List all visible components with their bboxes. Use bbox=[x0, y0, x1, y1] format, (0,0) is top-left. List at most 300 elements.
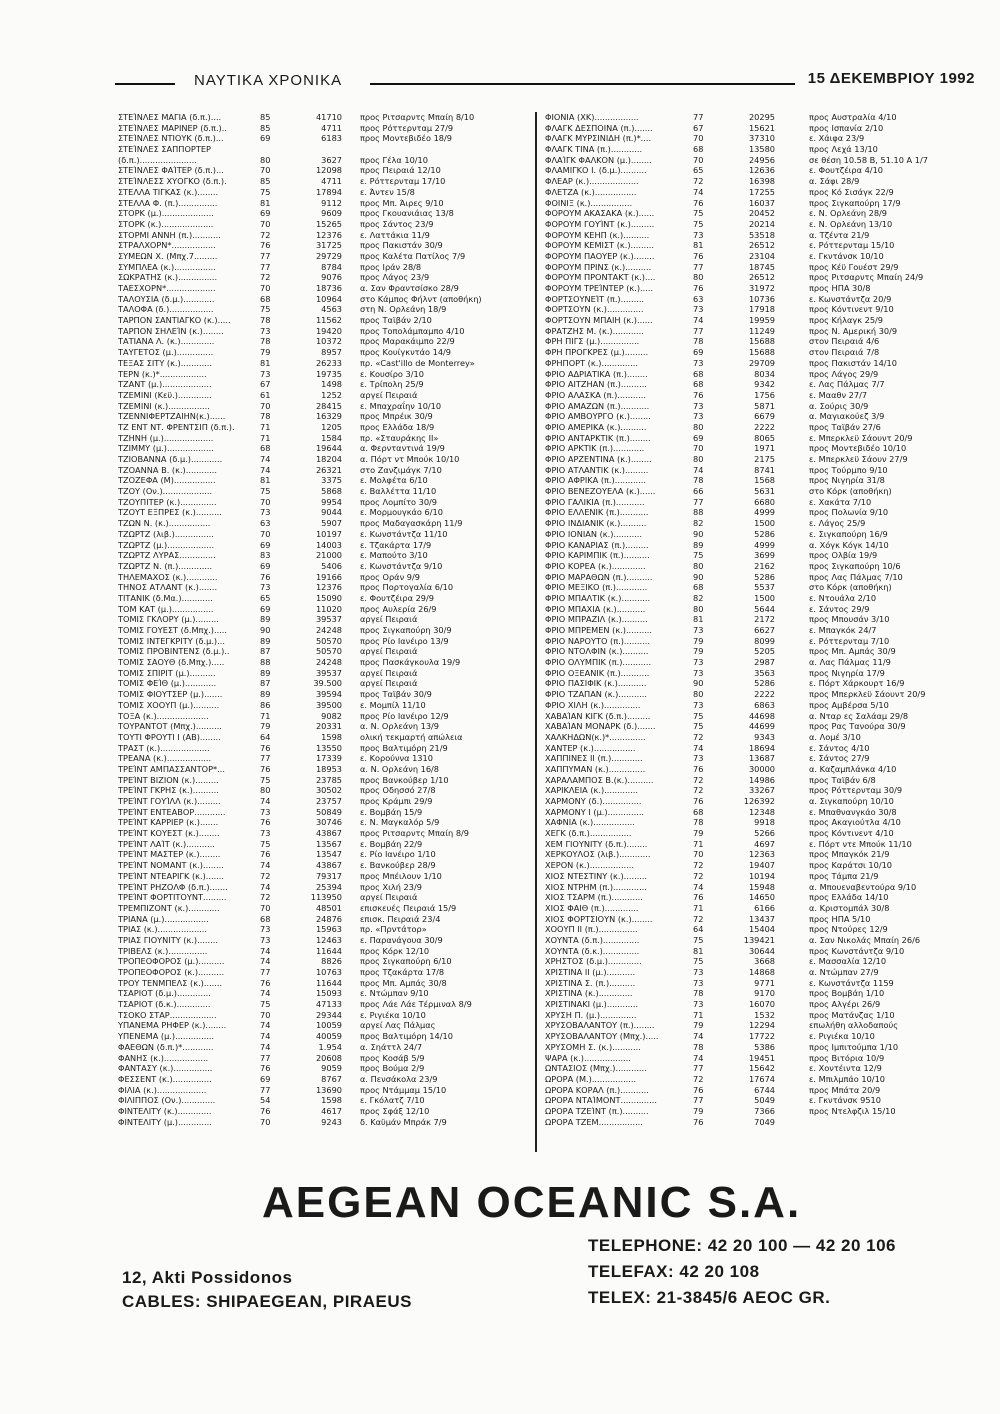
vessel-status: α. Ντώμπαν 27/9 bbox=[809, 967, 879, 977]
vessel-row bbox=[545, 817, 985, 828]
vessel-row bbox=[545, 1063, 985, 1074]
vessel-row bbox=[118, 604, 518, 615]
vessel-name: ΩΡΟΡΑ ΚΟΡΑΛ (π.)........... bbox=[545, 1084, 649, 1095]
tonnage: 9954 bbox=[321, 496, 342, 507]
build-year: 68 bbox=[693, 582, 704, 593]
build-year: 75 bbox=[693, 721, 704, 732]
build-year: 76 bbox=[693, 197, 704, 208]
tonnage: 8065 bbox=[754, 432, 775, 443]
vessel-name: ΤΕΞΑΣ ΣΙΤΥ (κ.)............ bbox=[118, 357, 212, 368]
tonnage: 24956 bbox=[748, 154, 775, 165]
vessel-name: ΤΟΥΤΙ ΦΡΟΥΤΙ Ι (ΑΒ)........ bbox=[118, 731, 221, 742]
build-year: 77 bbox=[260, 261, 271, 272]
vessel-status: ε. Πόρτ Χάρκουρτ 16/9 bbox=[809, 678, 905, 689]
tonnage: 13437 bbox=[748, 913, 775, 924]
build-year: 88 bbox=[693, 507, 704, 518]
tonnage: 11562 bbox=[315, 315, 342, 326]
tonnage: 1598 bbox=[321, 1095, 342, 1106]
vessel-name: ΤΖΟΖΕΦΑ (Μ)................ bbox=[118, 475, 216, 486]
vessel-name: ΤΖΟΥ (Ον.)................... bbox=[118, 486, 213, 497]
vessel-status: ε. Ριγιέκα 10/10 bbox=[809, 1031, 875, 1042]
build-year: 71 bbox=[260, 421, 271, 432]
tonnage: 9076 bbox=[321, 272, 342, 283]
tonnage: 26321 bbox=[315, 464, 342, 475]
vessel-name: ΤΟΜΙΣ ΙΝΤΕΓΚΡΙΤΥ (δ.μ.)... bbox=[118, 635, 225, 646]
vessel-status: προς Ρίο Ιανέιρο 12/9 bbox=[360, 710, 449, 721]
vessel-status: ε. Ν. Μαγκαλόρ 5/9 bbox=[360, 817, 440, 828]
vessel-status: ε. Μαπούτο 3/10 bbox=[360, 550, 428, 561]
vessel-status: α. Ν. Ορλεάνη 13/9 bbox=[360, 721, 439, 732]
build-year: 90 bbox=[693, 678, 704, 689]
vessel-name: ΤΑΛΟΦΑ (δ.)................. bbox=[118, 304, 214, 315]
vessel-status: προς Μοντεβιδέο 10/10 bbox=[809, 443, 907, 454]
vessel-status: προς Κό Σισάγκ 22/9 bbox=[809, 186, 894, 197]
vessel-row bbox=[118, 753, 518, 764]
vessel-row bbox=[545, 946, 985, 957]
tonnage: 6183 bbox=[321, 133, 342, 144]
vessel-row bbox=[118, 988, 518, 999]
tonnage: 5286 bbox=[754, 528, 775, 539]
build-year: 74 bbox=[260, 881, 271, 892]
vessel-row bbox=[545, 1095, 985, 1106]
tonnage: 9342 bbox=[754, 379, 775, 390]
vessel-name: ΧΙΟΣ ΝΤΕΣΤΙΝΥ (κ.)......... bbox=[545, 870, 648, 881]
vessel-row bbox=[118, 411, 518, 422]
vessel-name: ΤΑΛΟΥΣΙΑ (δ.μ.)............ bbox=[118, 293, 215, 304]
telex: TELEX: 21-3845/6 AEOC GR. bbox=[588, 1288, 831, 1307]
tonnage: 19644 bbox=[315, 443, 342, 454]
build-year: 72 bbox=[260, 229, 271, 240]
vessel-name: ΤΖΟΥΤ ΕΞΠΡΕΣ (κ.).......... bbox=[118, 507, 222, 518]
build-year: 88 bbox=[260, 657, 271, 668]
publication-title: ΝΑΥΤΙΚΑ ΧΡΟΝΙΚΑ bbox=[190, 72, 346, 89]
tonnage: 15688 bbox=[748, 336, 775, 347]
build-year: 73 bbox=[260, 934, 271, 945]
tonnage: 9609 bbox=[321, 208, 342, 219]
tonnage: 31725 bbox=[315, 240, 342, 251]
tonnage: 8784 bbox=[321, 261, 342, 272]
build-year: 76 bbox=[260, 817, 271, 828]
build-year: 75 bbox=[693, 934, 704, 945]
vessel-name: ΦΡΑΤΖΗΣ Μ. (κ.)............ bbox=[545, 325, 644, 336]
vessel-status: ε. Γκντάνσκ 9510 bbox=[809, 1095, 881, 1106]
build-year: 68 bbox=[693, 144, 704, 155]
tonnage: 16037 bbox=[748, 197, 775, 208]
tonnage: 17255 bbox=[748, 186, 775, 197]
tonnage: 19735 bbox=[315, 368, 342, 379]
vessel-name: ΤΖΕΝΝΙΦΕΡΤΖΑΙΗΝ(κ.)...... bbox=[118, 411, 226, 422]
vessel-row bbox=[545, 743, 985, 754]
tonnage: 3627 bbox=[321, 154, 342, 165]
vessel-name: ΣΥΜΕΩΝ Χ. (Μπχ.7......... bbox=[118, 250, 218, 261]
build-year: 64 bbox=[693, 924, 704, 935]
vessel-status: ε. Μασσαλία 12/10 bbox=[809, 956, 887, 967]
vessel-status: προς Ριτσαρντς Μπαίη 24/9 bbox=[809, 272, 924, 283]
build-year: 75 bbox=[693, 710, 704, 721]
build-year: 90 bbox=[693, 571, 704, 582]
vessel-name: ΧΑΠΠΙΝΕΣ ΙΙ (π.)............ bbox=[545, 753, 643, 764]
vessel-status: α. Ν. Ορλεάνη 16/8 bbox=[360, 763, 439, 774]
vessel-name: ΥΠΕΝΕΜΑ (μ.)............... bbox=[118, 1031, 215, 1042]
vessel-row bbox=[118, 443, 518, 454]
build-year: 89 bbox=[260, 614, 271, 625]
build-year: 77 bbox=[693, 1095, 704, 1106]
vessel-name: ΤΡΕΊΝΤ ΚΟΥΕΣΤ (κ.)........ bbox=[118, 828, 220, 839]
vessel-status: προς Ριτσαρντς Μπαίη 8/10 bbox=[360, 112, 475, 122]
vessel-status: προς Βιτόρια 10/9 bbox=[809, 1052, 885, 1063]
build-year: 76 bbox=[693, 389, 704, 400]
vessel-name: ΣΤΡΑΛΧΟΡΝ*................. bbox=[118, 240, 216, 251]
tonnage: 20214 bbox=[748, 218, 775, 229]
vessel-name: ΧΑΡΙΚΛΕΙΑ (κ.)............. bbox=[545, 785, 638, 796]
vessel-status: στον Πειραιά 7/8 bbox=[809, 347, 880, 358]
build-year: 73 bbox=[693, 357, 704, 368]
vessel-name: ΦΡΙΟ ΑΜΕΡΙΚΑ (κ.).......... bbox=[545, 421, 647, 432]
vessel-name: ΤΖΩΡΤΖ (μ.).................. bbox=[118, 539, 215, 550]
vessel-status: αργεί Πειραιά bbox=[360, 614, 418, 625]
build-year: 73 bbox=[693, 699, 704, 710]
vessel-row bbox=[545, 914, 985, 925]
vessel-name: ΦΟΙΝΙΞ (κ.)................ bbox=[545, 197, 633, 208]
vessel-name: ΦΡΙΟ ΙΝΔΙΑΝΙΚ (κ.).......... bbox=[545, 518, 647, 529]
vessel-name: ΧΕΜ ΓΙΟΥΝΙΤΥ (δ.π.)........ bbox=[545, 838, 648, 849]
vessel-name: ΦΕΣΣΕΝΤ (κ.)............... bbox=[118, 1073, 212, 1084]
vessel-name: ΤΑΡΠΟΝ ΣΑΝΤΙΑΓΚΟ (κ.)..... bbox=[118, 315, 231, 326]
vessel-row bbox=[118, 272, 518, 283]
vessel-row bbox=[118, 433, 518, 444]
vessel-row bbox=[545, 882, 985, 893]
vessel-name: ΣΩΚΡΑΤΗΣ (κ.)............... bbox=[118, 272, 218, 283]
vessel-status: προς Καλέτα Πατίλος 7/9 bbox=[360, 250, 466, 261]
build-year: 65 bbox=[260, 592, 271, 603]
tonnage: 20608 bbox=[315, 1052, 342, 1063]
build-year: 74 bbox=[260, 1020, 271, 1031]
tonnage: 2162 bbox=[754, 560, 775, 571]
vessel-name: ΤΟΜ ΚΑΤ (μ.)................ bbox=[118, 603, 214, 614]
vessel-row bbox=[545, 582, 985, 593]
vessel-status: προς Ιράν 28/8 bbox=[360, 261, 422, 272]
tonnage: 1756 bbox=[754, 389, 775, 400]
vessel-name: ΤΖΟΑΝΝΑ Β. (κ.)............ bbox=[118, 464, 217, 475]
build-year: 89 bbox=[260, 667, 271, 678]
vessel-status: ε. Ρόττερνταμ 7/10 bbox=[809, 635, 890, 646]
vessel-row bbox=[545, 262, 985, 273]
vessel-row bbox=[545, 625, 985, 636]
tonnage: 17339 bbox=[315, 753, 342, 764]
tonnage: 9243 bbox=[321, 1116, 342, 1127]
vessel-status: προς Λομπίτο 30/9 bbox=[360, 496, 437, 507]
vessel-name: ΦΡΙΟ ΒΕΝΕΖΟΥΕΛΑ (κ.)...... bbox=[545, 486, 656, 497]
vessel-name: ΦΡΙΟ ΑΤΛΑΝΤΙΚ (κ.)......... bbox=[545, 464, 649, 475]
build-year: 61 bbox=[260, 389, 271, 400]
vessel-list-left bbox=[118, 112, 518, 1127]
build-year: 72 bbox=[693, 785, 704, 796]
tonnage: 13567 bbox=[315, 838, 342, 849]
tonnage: 10372 bbox=[315, 336, 342, 347]
vessel-row bbox=[118, 112, 518, 123]
tonnage: 15948 bbox=[748, 881, 775, 892]
vessel-row bbox=[118, 230, 518, 241]
vessel-row bbox=[545, 144, 985, 155]
build-year: 71 bbox=[693, 1009, 704, 1020]
build-year: 72 bbox=[260, 272, 271, 283]
vessel-name: ΥΠΑΝΕΜΑ ΡΗΦΕΡ (κ.)........ bbox=[118, 1020, 227, 1031]
vessel-status: στη Ν. Ορλεάνη 18/9 bbox=[360, 304, 447, 315]
vessel-name: ΤΡΕΊΝΤ ΑΜΠΑΣΣΑΝΤΟΡ*... bbox=[118, 763, 225, 774]
vessel-name: ΤΑΕΣΧΟΡΝ*................... bbox=[118, 283, 216, 293]
tonnage: 5286 bbox=[754, 571, 775, 582]
tonnage: 5631 bbox=[754, 486, 775, 497]
build-year: 85 bbox=[260, 112, 271, 122]
vessel-row bbox=[118, 283, 518, 294]
vessel-name: ΦΛΑΓΚ ΜΥΡΣΙΝΙΔΗ (π.)*.... bbox=[545, 133, 652, 144]
vessel-row bbox=[545, 315, 985, 326]
vessel-status: προς Ρίο Ιανέιρο 13/9 bbox=[360, 635, 449, 646]
tonnage: 4711 bbox=[321, 176, 342, 187]
vessel-name: ΤΟΜΙΣ ΧΟΟΥΠ (μ.).......... bbox=[118, 699, 220, 710]
vessel-name: ΦΡΙΟ ΚΑΡΙΜΠΙΚ (π.).......... bbox=[545, 550, 650, 561]
vessel-row bbox=[118, 1117, 518, 1128]
tonnage: 9044 bbox=[321, 507, 342, 518]
build-year: 79 bbox=[693, 828, 704, 839]
tonnage: 1598 bbox=[321, 731, 342, 742]
tonnage: 41710 bbox=[315, 112, 342, 122]
vessel-status: ε. Σάντος 29/9 bbox=[809, 603, 870, 614]
vessel-name: ΤΖΟΥΠΙΤΕΡ (κ.).............. bbox=[118, 496, 217, 507]
tonnage: 2222 bbox=[754, 689, 775, 700]
vessel-row bbox=[545, 369, 985, 380]
vessel-status: ε. Σάντος 27/9 bbox=[809, 753, 870, 764]
vessel-status: προς Γέλα 10/10 bbox=[360, 154, 428, 165]
build-year: 72 bbox=[693, 913, 704, 924]
build-year: 71 bbox=[260, 710, 271, 721]
vessel-status: προς Ματάνζας 1/10 bbox=[809, 1009, 895, 1020]
tonnage: 50570 bbox=[315, 646, 342, 657]
vessel-status: αργεί Πειραιά bbox=[360, 678, 418, 689]
vessel-name: ΧΡΙΣΤΙΝΑ ΙΙ (μ.)........... bbox=[545, 967, 636, 977]
vessel-row bbox=[545, 422, 985, 433]
tonnage: 20452 bbox=[748, 208, 775, 219]
vessel-name: ΤΣΑΡΙΟΤ (δ.μ.)............. bbox=[118, 988, 211, 999]
build-year: 78 bbox=[693, 475, 704, 486]
vessel-row bbox=[545, 401, 985, 412]
vessel-row bbox=[545, 294, 985, 305]
vessel-name: ΣΤΕΊΝΛΕΣ ΣΑΠΠΟΡΤΕΡ bbox=[118, 144, 211, 155]
vessel-name: ΤΟΜΙΣ ΠΡΟΒΙΝΤΕΝΣ (δ.μ.).. bbox=[118, 646, 230, 657]
vessel-status: ε. Πόρτ ντε Μπούκ 11/10 bbox=[809, 838, 912, 849]
vessel-status: προς Πορτογαλία 6/10 bbox=[360, 582, 454, 593]
vessel-name: ΦΡΙΟ ΙΟΝΙΑΝ (κ.)........... bbox=[545, 528, 643, 539]
vessel-row bbox=[545, 999, 985, 1010]
build-year: 80 bbox=[693, 689, 704, 700]
build-year: 78 bbox=[693, 1041, 704, 1052]
tonnage: 39500 bbox=[315, 699, 342, 710]
vessel-row bbox=[118, 785, 518, 796]
tonnage: 2172 bbox=[754, 614, 775, 625]
build-year: 68 bbox=[693, 806, 704, 817]
tonnage: 12463 bbox=[315, 934, 342, 945]
vessel-name: ΦΟΡΟΥΜ ΑΚΑΣΑΚΑ (κ.)...... bbox=[545, 208, 655, 219]
vessel-row bbox=[545, 849, 985, 860]
tonnage: 11020 bbox=[315, 603, 342, 614]
vessel-status: ε. Σιγκαπούρη 16/9 bbox=[809, 528, 888, 539]
vessel-row bbox=[118, 187, 518, 198]
tonnage: 14650 bbox=[748, 892, 775, 903]
tonnage: 5406 bbox=[321, 560, 342, 571]
tonnage: 8099 bbox=[754, 635, 775, 646]
tonnage: 30502 bbox=[315, 785, 342, 796]
build-year: 80 bbox=[693, 603, 704, 614]
vessel-status: α. Σαν Νικολάς Μπαίη 26/6 bbox=[809, 934, 921, 945]
vessel-name: ΧΙΟΣ ΦΑΙΘ (π.)............. bbox=[545, 902, 639, 913]
build-year: 81 bbox=[260, 475, 271, 486]
vessel-row bbox=[545, 240, 985, 251]
tonnage: 10964 bbox=[315, 293, 342, 304]
tonnage: 12348 bbox=[748, 806, 775, 817]
vessel-name: ΧΟΥΝΤΑ (δ.π.).............. bbox=[545, 934, 640, 945]
vessel-row bbox=[118, 593, 518, 604]
tonnage: 8767 bbox=[321, 1073, 342, 1084]
tonnage: 1498 bbox=[321, 379, 342, 390]
vessel-row bbox=[545, 486, 985, 497]
vessel-name: ΤΟΜΙΣ ΦΕΊΘ (μ.)............ bbox=[118, 678, 217, 689]
build-year: 76 bbox=[693, 763, 704, 774]
vessel-row bbox=[545, 443, 985, 454]
vessel-status: ε. Βαλλέττα 11/10 bbox=[360, 486, 437, 497]
vessel-row bbox=[545, 304, 985, 315]
vessel-status: προς Πολωνία 9/10 bbox=[809, 507, 889, 518]
tonnage: 9059 bbox=[321, 1063, 342, 1074]
vessel-row bbox=[118, 1042, 518, 1053]
vessel-status: προς Μπάτα 20/9 bbox=[809, 1084, 881, 1095]
vessel-name: ΧΟΟΥΠ ΙΙ (π.)............... bbox=[545, 924, 638, 935]
vessel-status: αργεί Λας Πάλμας bbox=[360, 1020, 436, 1031]
vessel-name: ΦΟΡΟΥΜ ΠΡΟΝΤΑΚΤ (κ.).... bbox=[545, 272, 656, 283]
vessel-row bbox=[545, 251, 985, 262]
vessel-name: ΤΡΕΊΝΤ ΡΗΖΟΛΦ (δ.π.)....... bbox=[118, 881, 228, 892]
vessel-row bbox=[545, 732, 985, 743]
tonnage: 2222 bbox=[754, 421, 775, 432]
vessel-row bbox=[118, 828, 518, 839]
vessel-name: ΩΡΟΡΑ ΤΖΕΜ................. bbox=[545, 1116, 643, 1127]
tonnage: 33267 bbox=[748, 785, 775, 796]
build-year: 72 bbox=[260, 892, 271, 903]
vessel-status: προς Σιγκαπούρη 30/9 bbox=[360, 625, 452, 635]
build-year: 67 bbox=[693, 122, 704, 133]
build-year: 80 bbox=[693, 421, 704, 432]
vessel-status: προς Νιγηρία 31/8 bbox=[809, 475, 885, 486]
vessel-name: ΦΡΙΟ ΚΟΡΕΑ (κ.)............. bbox=[545, 560, 646, 571]
vessel-row bbox=[118, 133, 518, 144]
vessel-row bbox=[545, 347, 985, 358]
vessel-name: ΦΡΙΟ ΤΖΑΠΑΝ (κ.)........... bbox=[545, 689, 647, 700]
vessel-name: ΤΡΕΊΝΤ ΝΤΕΑΡΙΓΚ (κ.)....... bbox=[118, 870, 225, 881]
build-year: 73 bbox=[693, 657, 704, 668]
vessel-row bbox=[118, 678, 518, 689]
vessel-status: επισκευές Πειραιά 15/9 bbox=[360, 902, 457, 913]
build-year: 75 bbox=[693, 208, 704, 219]
vessel-name: ΣΥΜΠΛΕΑ (κ.)................ bbox=[118, 261, 216, 272]
build-year: 83 bbox=[260, 550, 271, 561]
vessel-row bbox=[545, 155, 985, 166]
header-rule-left bbox=[115, 83, 175, 85]
build-year: 70 bbox=[260, 1116, 271, 1127]
build-year: 86 bbox=[260, 699, 271, 710]
tonnage: 13580 bbox=[748, 144, 775, 155]
tonnage: 14003 bbox=[315, 539, 342, 550]
build-year: 73 bbox=[693, 625, 704, 635]
tonnage: 9082 bbox=[321, 710, 342, 721]
build-year: 71 bbox=[260, 432, 271, 443]
vessel-row bbox=[118, 1031, 518, 1042]
tonnage: 39.500 bbox=[313, 678, 342, 689]
vessel-status: α. Φερνταντινά 19/9 bbox=[360, 443, 445, 454]
vessel-name: ΤΗΛΕΜΑΧΟΣ (κ.)............ bbox=[118, 571, 218, 582]
vessel-status: ε. Ριγιέκα 10/10 bbox=[360, 1009, 426, 1020]
vessel-name: ΤΟΜΙΣ ΣΑΟΥΘ (δ.Μπχ.)..... bbox=[118, 657, 225, 668]
vessel-status: προς Αυλερία 26/9 bbox=[360, 603, 437, 614]
tonnage: 15265 bbox=[315, 218, 342, 229]
vessel-row bbox=[545, 165, 985, 176]
vessel-name: ΦΡΙΟ ΜΠΡΑΖΙΛ (κ.).......... bbox=[545, 614, 648, 625]
vessel-status: προς Μαδαγασκάρη 11/9 bbox=[360, 518, 463, 529]
vessel-name: ΦΡΙΟ ΜΠΡΕΜΕΝ (κ.).......... bbox=[545, 625, 652, 635]
build-year: 70 bbox=[260, 902, 271, 913]
vessel-row bbox=[545, 1020, 985, 1031]
header-rule-right bbox=[370, 83, 795, 85]
build-year: 74 bbox=[693, 881, 704, 892]
vessel-row bbox=[118, 775, 518, 786]
vessel-status: προς Βομβάη 1/10 bbox=[809, 988, 885, 999]
build-year: 77 bbox=[693, 325, 704, 336]
vessel-name: ΤΖ ΕΝΤ ΝΤ. ΦΡΕΝΤΣΙΠ (δ.π.). bbox=[118, 421, 235, 432]
vessel-status: ε. Ρίο Ιανέιρο 1/10 bbox=[360, 849, 436, 860]
build-year: 77 bbox=[260, 753, 271, 764]
vessel-status: ε. Χακάτα 7/10 bbox=[809, 496, 872, 507]
build-year: 69 bbox=[260, 603, 271, 614]
vessel-row bbox=[545, 518, 985, 529]
vessel-name: ΦΡΙΟ ΝΑΡΟΥΤΟ (π.).......... bbox=[545, 635, 650, 646]
vessel-name: ΤΡΙΑΣ ΓΙΟΥΝΙΤΥ (κ.)........ bbox=[118, 934, 218, 945]
build-year: 74 bbox=[260, 860, 271, 871]
build-year: 69 bbox=[260, 560, 271, 571]
vessel-name: ΦΡΙΟ ΑΛΑΣΚΑ (π.)........... bbox=[545, 389, 646, 400]
tonnage: 6679 bbox=[754, 411, 775, 422]
build-year: 74 bbox=[693, 1031, 704, 1042]
vessel-status: ε. Μορμουγκάο 6/10 bbox=[360, 507, 443, 518]
build-year: 79 bbox=[260, 721, 271, 732]
vessel-status: προς Τζακάρτα 17/8 bbox=[360, 967, 445, 977]
vessel-name: ΣΤΕΊΝΛΕΣ ΦΑΊΤΕΡ (δ.π.)... bbox=[118, 165, 224, 176]
build-year: 70 bbox=[260, 165, 271, 176]
tonnage: 9918 bbox=[754, 817, 775, 828]
vessel-status: στο Κόρκ (αποθήκη) bbox=[809, 486, 892, 497]
vessel-name: ΤΡΙΑΣ (κ.)................... bbox=[118, 924, 207, 935]
vessel-name: ΧΡΙΣΤΙΝΑ (κ.)............. bbox=[545, 988, 633, 999]
vessel-status: ε. Ν. Ορλεάνη 13/10 bbox=[809, 218, 893, 229]
vessel-row bbox=[545, 390, 985, 401]
build-year: 69 bbox=[260, 133, 271, 144]
vessel-row bbox=[118, 198, 518, 209]
vessel-name: ΤΑΡΠΟΝ ΣΗΛΕΊΝ (κ.)........ bbox=[118, 325, 224, 336]
vessel-row bbox=[118, 507, 518, 518]
vessel-row bbox=[118, 1074, 518, 1085]
tonnage: 29729 bbox=[315, 250, 342, 261]
vessel-name: ΤΡΕΊΝΤ ΒΙΖΙΟΝ (κ.)......... bbox=[118, 774, 219, 785]
vessel-row bbox=[545, 1042, 985, 1053]
build-year: 80 bbox=[693, 560, 704, 571]
vessel-row bbox=[545, 721, 985, 732]
